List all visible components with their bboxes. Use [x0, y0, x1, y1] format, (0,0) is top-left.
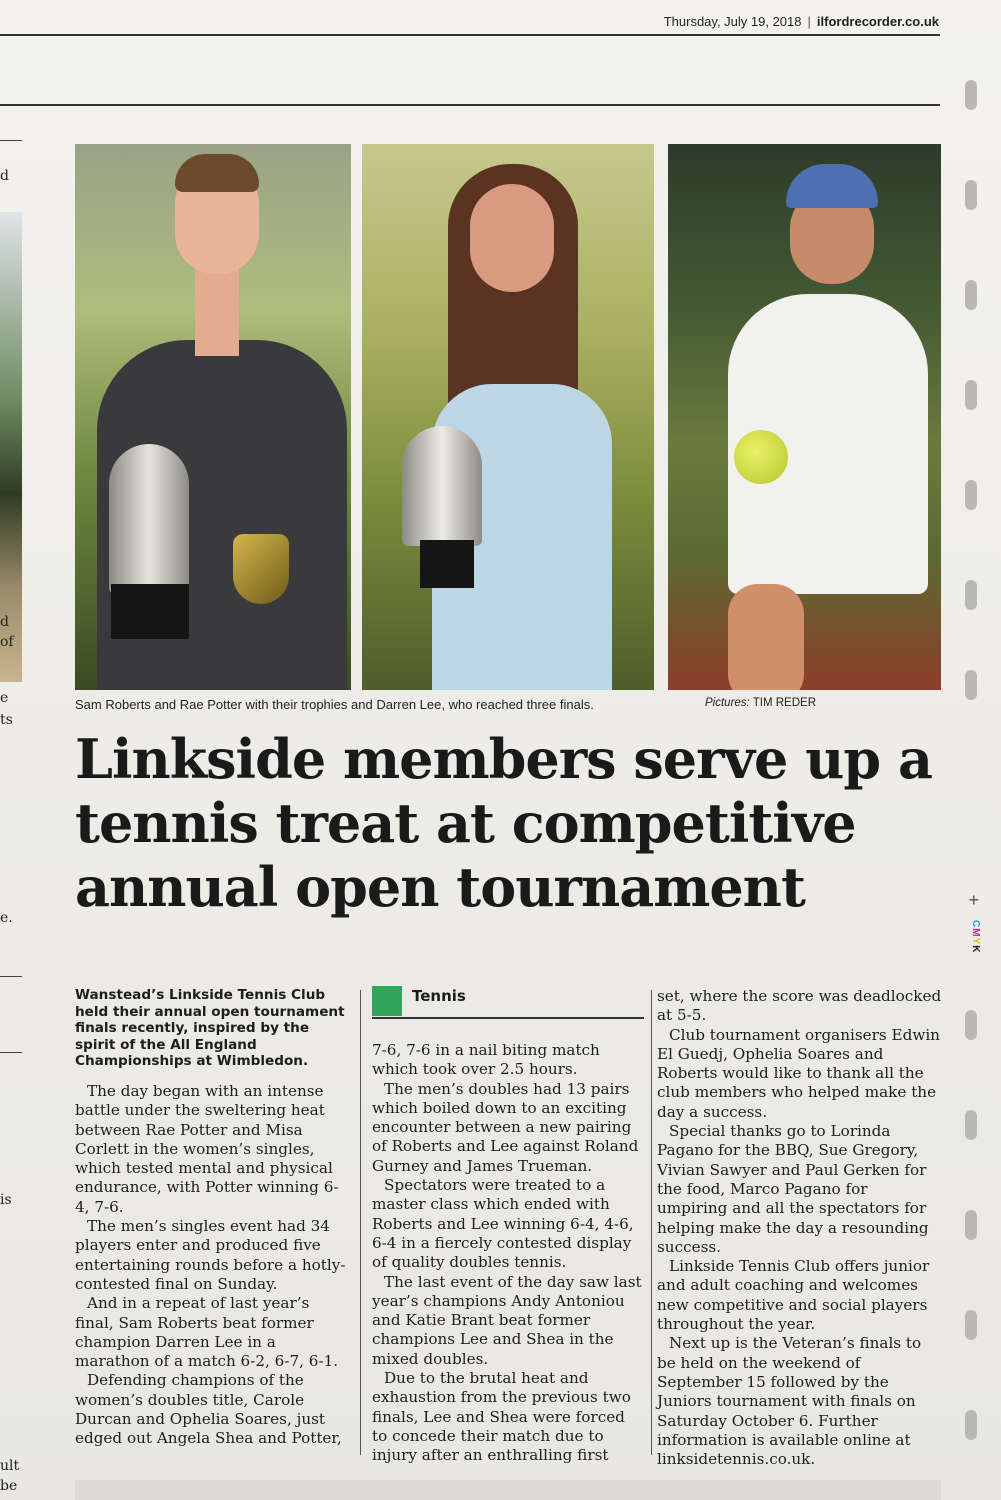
cmyk-letter: K [970, 945, 981, 954]
previous-column-strip [0, 140, 22, 1500]
trophy-cup [402, 426, 482, 546]
binder-hole [965, 1410, 977, 1440]
figure-leg [728, 584, 804, 690]
fragment: d [0, 168, 9, 184]
figure-hair [175, 154, 259, 192]
fragment: e. [0, 910, 13, 926]
top-rule [0, 34, 940, 36]
binder-hole [965, 1110, 977, 1140]
article-column-1 [75, 987, 347, 1449]
column-rule [0, 1052, 22, 1053]
folio [664, 14, 939, 29]
binder-hole [965, 280, 977, 310]
folio-site: ilfordrecorder.co.uk [816, 14, 939, 29]
paragraph: Defending champions of the women’s doubles title, Carole Durcan and Ophelia Soares, just edged out Angela Shea and Potter, [75, 1371, 342, 1448]
binder-hole [965, 380, 977, 410]
fragment: is [0, 1192, 12, 1208]
paragraph: Club tournament organisers Edwin El Guedj, Ophelia Soares and Roberts would like to thank all the club members who helped make the day a success. [657, 1025, 940, 1121]
binder-holes [965, 0, 979, 1500]
trophy-cup [109, 444, 189, 594]
cmyk-letter: C [970, 920, 981, 929]
column-divider [651, 990, 652, 1455]
paragraph: set, where the score was deadlocked at 5-5. [657, 987, 942, 1025]
folio-separator: | [807, 14, 811, 29]
trophy-shield [233, 534, 289, 604]
trophy-base [111, 584, 189, 639]
trophy-base [420, 540, 474, 588]
column-rule [0, 976, 22, 977]
tennis-ball [734, 430, 788, 484]
paragraph: Special thanks go to Lorinda Pagano for the BBQ, Sue Gregory, Vivian Sawyer and Paul Gerken for the food, Marco Pagano for umpiring and all the spectators for helping make the day a resounding success. [657, 1122, 929, 1256]
binder-hole [965, 1010, 977, 1040]
cmyk-letter: Y [970, 937, 981, 946]
photo-rae-potter [362, 144, 654, 690]
paragraph: Linkside Tennis Club offers junior and adult coaching and welcomes new competitive and social players throughout the year. [657, 1257, 930, 1334]
binder-hole [965, 80, 977, 110]
column-divider [360, 990, 361, 1455]
photo-credit [705, 697, 816, 709]
paragraph: 7-6, 7-6 in a nail biting match which took over 2.5 hours. [372, 1041, 600, 1079]
paragraph: The men’s doubles had 13 pairs which boiled down to an exciting encounter between a new pairing of Roberts and Lee against Roland Gurney and James Trueman. [372, 1079, 639, 1175]
binder-hole [965, 180, 977, 210]
binder-hole [965, 1210, 977, 1240]
article-column-3 [657, 987, 942, 1469]
folio-date: Thursday, July 19, 2018 [663, 14, 802, 29]
standfirst: Wanstead’s Linkside Tennis Club held their annual open tournament finals recently, inspired by the spirit of the All England Championships at Wimbledon. [75, 987, 345, 1070]
paragraph: Spectators were treated to a master class which ended with Roberts and Lee winning 6-4, 4-6, 6-4 in a fiercely contested display of quality doubles tennis. [372, 1176, 634, 1272]
cmyk-letter: M [970, 928, 981, 938]
paragraph: Due to the brutal heat and exhaustion from the previous two finals, Lee and Shea were forced to concede their match due to injury after an enthralling first [372, 1369, 631, 1465]
fragment: of [0, 634, 14, 650]
headline: Linkside members serve up a tennis treat at competitive annual open tournament [75, 727, 932, 919]
next-article-edge [75, 1480, 941, 1500]
binder-hole [965, 670, 977, 700]
section-tag [372, 985, 644, 1019]
section-label: Tennis [412, 987, 466, 1005]
photo-sam-roberts [75, 144, 351, 690]
paragraph: The men’s singles event had 34 players enter and produced five entertaining rounds before a hotly-contested final on Sunday. [75, 1217, 346, 1293]
figure-cap [786, 164, 878, 208]
photo-caption [75, 697, 941, 712]
figure-neck [195, 266, 239, 356]
paragraph: The day began with an intense battle under the sweltering heat between Rae Potter and Misa Corlett in the women’s singles, which tested mental and physical endurance, with Potter winning 6-4, 7-6. [75, 1081, 339, 1216]
section-square-icon [372, 986, 402, 1016]
binder-hole [965, 580, 977, 610]
column-rule [0, 140, 22, 141]
registration-cross-icon: + [968, 890, 979, 910]
fragment: be [0, 1478, 18, 1494]
cropped-photo [0, 212, 22, 682]
caption-text: Sam Roberts and Rae Potter with their trophies and Darren Lee, who reached three finals. [75, 697, 594, 712]
section-rule [0, 104, 940, 106]
cmyk-mark [963, 920, 981, 953]
fragment: ts [0, 712, 13, 728]
fragment: d [0, 614, 9, 630]
photo-darren-lee [668, 144, 941, 690]
fragment: e [0, 690, 9, 706]
paragraph: Next up is the Veteran’s finals to be held on the weekend of September 15 followed by the Juniors tournament with finals on Saturday October 6. Further information is available online at linksidetennis.co.uk. [657, 1334, 922, 1469]
credit-label: Pictures: [705, 697, 750, 709]
paragraph: The last event of the day saw last year’s champions Andy Antoniou and Katie Brant beat former champions Lee and Shea in the mixed doubles. [372, 1272, 642, 1368]
fragment: ult [0, 1458, 20, 1474]
figure-head [470, 184, 554, 292]
binder-hole [965, 1310, 977, 1340]
credit-name: TIM REDER [752, 697, 816, 709]
article-column-2 [372, 1041, 642, 1466]
paragraph: And in a repeat of last year’s final, Sam Roberts beat former champion Darren Lee in a marathon of a match 6-2, 6-7, 6-1. [75, 1294, 339, 1371]
binder-hole [965, 480, 977, 510]
